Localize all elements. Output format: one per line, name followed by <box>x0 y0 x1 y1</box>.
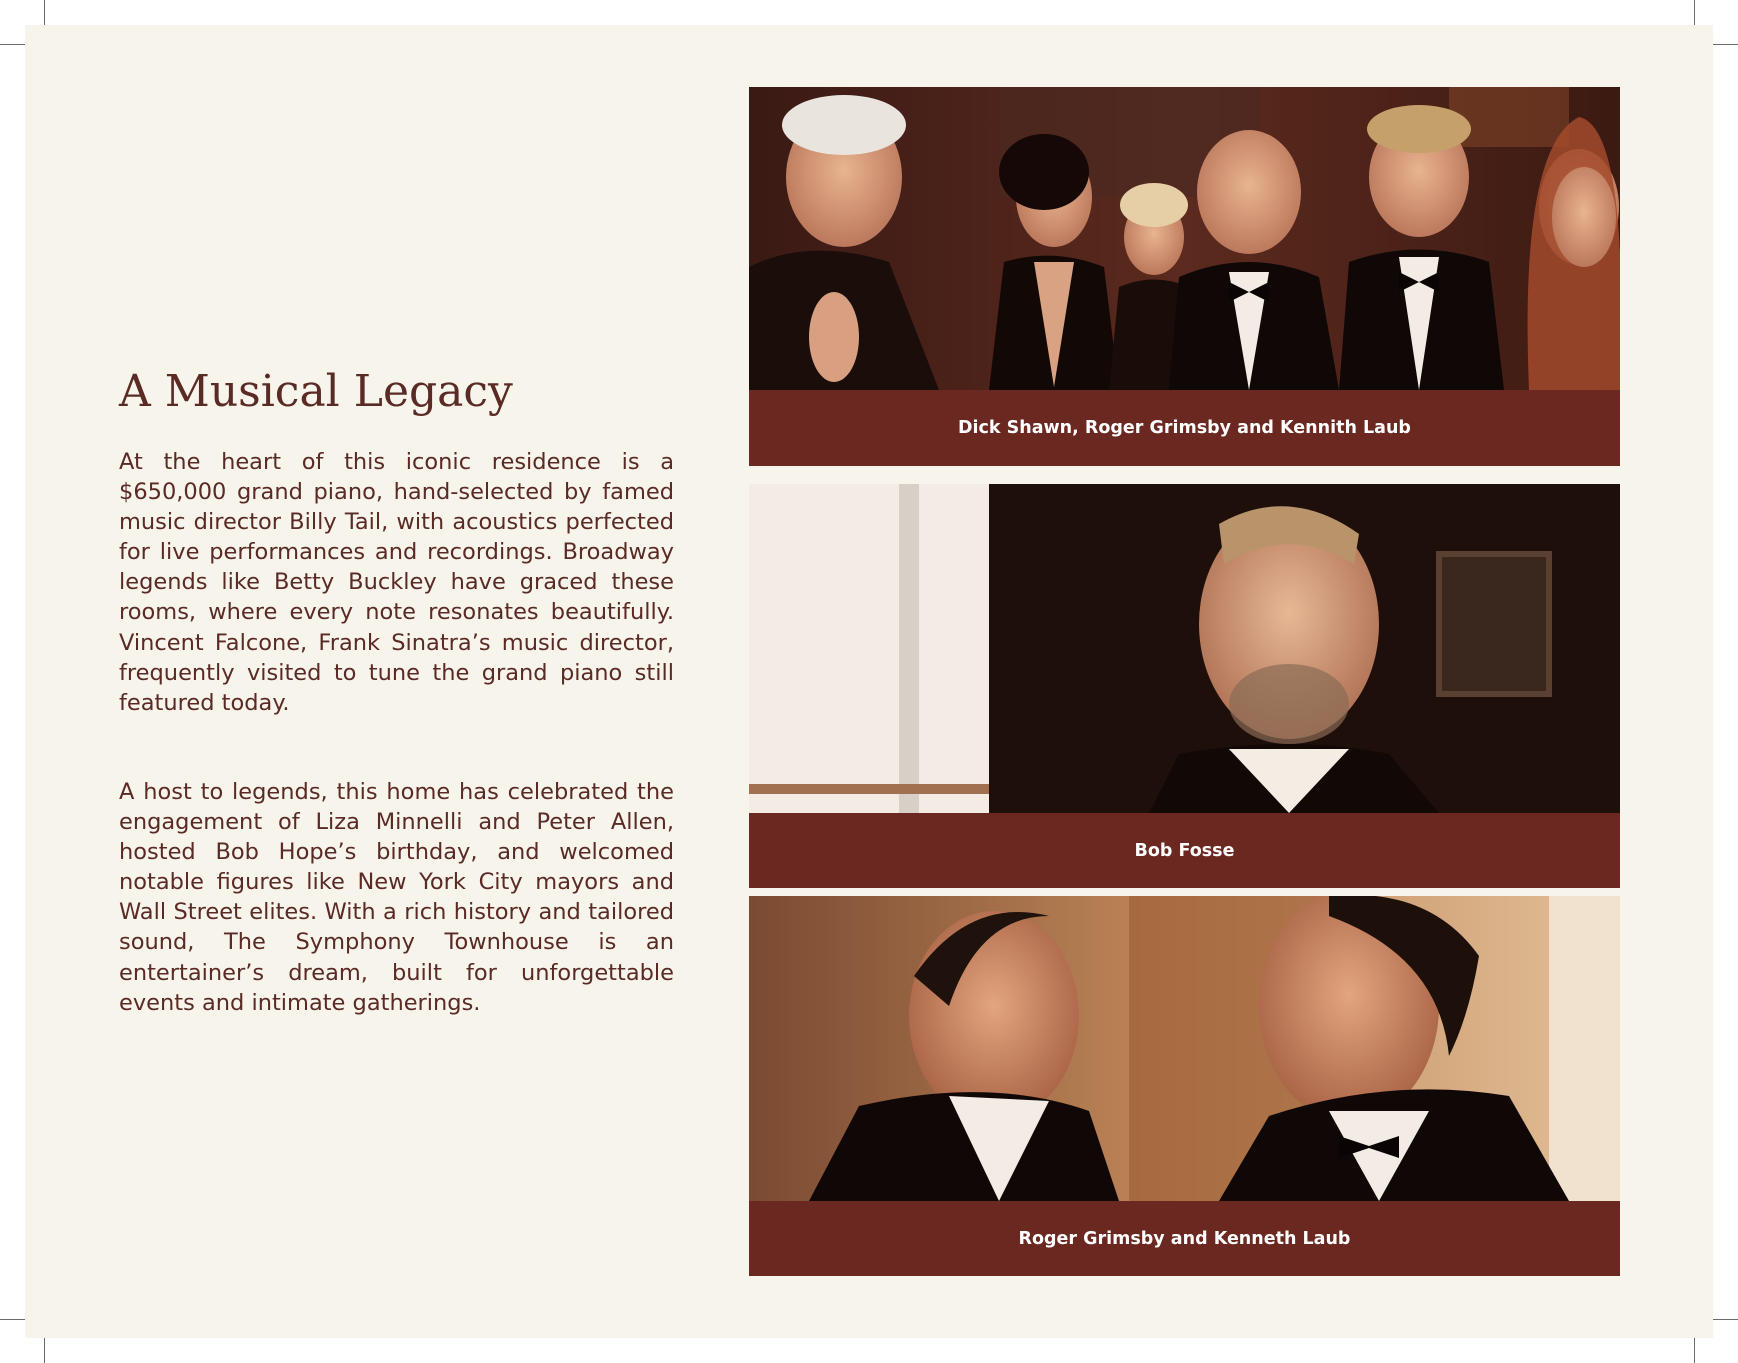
portrait-photo <box>749 484 1620 813</box>
crop-mark <box>1710 1319 1738 1320</box>
photo-party-group <box>749 87 1620 466</box>
photo-two-men <box>749 896 1620 1276</box>
crop-mark <box>0 44 28 45</box>
crop-mark <box>1694 0 1695 28</box>
crop-mark <box>0 1319 28 1320</box>
caption-bar <box>749 390 1620 466</box>
crop-mark <box>1710 44 1738 45</box>
page-title: A Musical Legacy <box>119 366 513 417</box>
photo-portrait <box>749 484 1620 888</box>
caption-bar <box>749 1201 1620 1276</box>
two-men-photo <box>749 896 1620 1201</box>
crop-mark <box>1694 1335 1695 1363</box>
body-paragraph-1: At the heart of this iconic residence is a $650,000 grand piano, hand-selected by famed music director Billy Tail, with acoustics perfected for live performances and recordings. Broadway legends like Betty Buckley have graced these rooms, where every note resonates beautifully. Vincent Falcone, Frank Sinatra’s music director, frequently visited to tune the grand piano still featured today. <box>119 449 674 716</box>
body-paragraph-2: A host to legends, this home has celebrated the engagement of Liza Minnelli and Peter Allen, hosted Bob Hope’s birthday, and welcomed notable figures like New York City mayors and Wall Street elites. With a rich history and tailored sound, The Symphony Townhouse is an entertainer’s dream, built for unforgettable events and intimate gatherings. <box>119 779 674 1016</box>
photo-caption: Bob Fosse <box>1134 840 1235 861</box>
photo-caption: Dick Shawn, Roger Grimsby and Kennith Laub <box>958 418 1411 438</box>
crop-mark <box>44 1335 45 1363</box>
party-group-photo <box>749 87 1620 390</box>
photo-caption: Roger Grimsby and Kenneth Laub <box>1018 1228 1351 1249</box>
crop-mark <box>44 0 45 28</box>
caption-bar <box>749 813 1620 888</box>
